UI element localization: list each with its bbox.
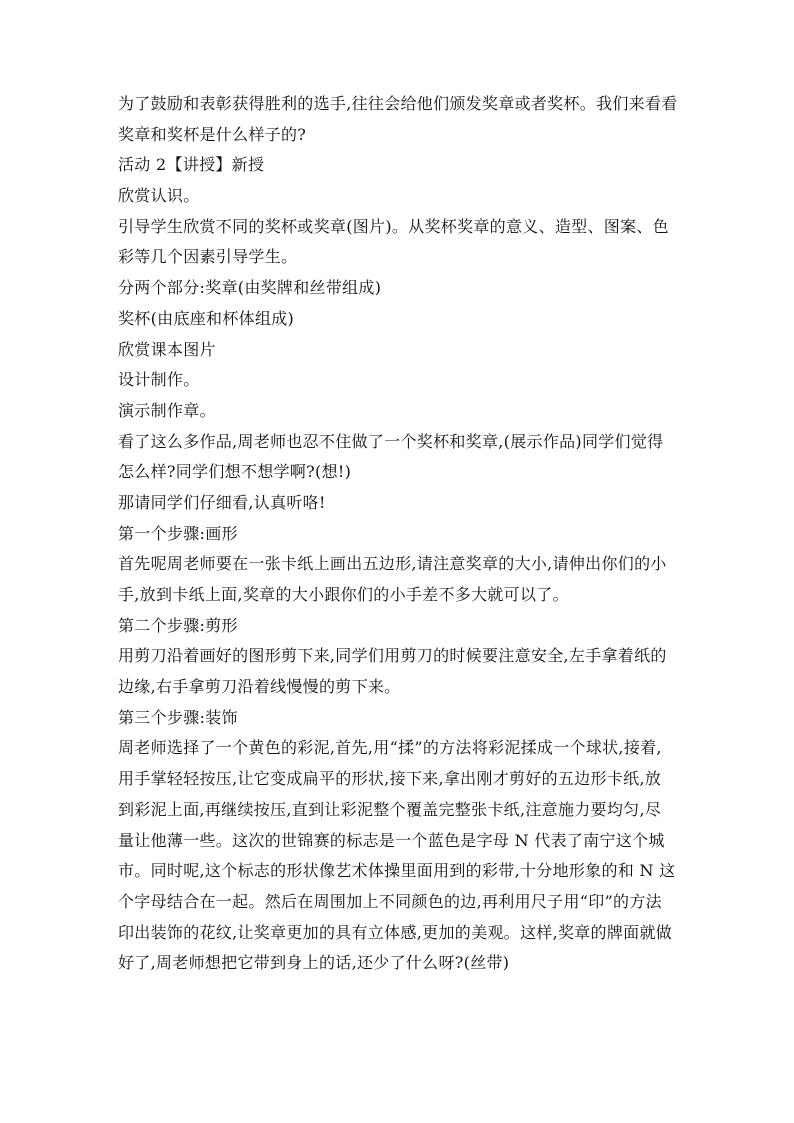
text-line: 彩等几个因素引导学生。 (118, 247, 298, 267)
step-heading: 第二个步骤:剪形 (118, 615, 238, 635)
text-line: 欣赏课本图片 (118, 339, 216, 359)
text-line: 边缘,右手拿剪刀沿着线慢慢的剪下来。 (118, 677, 401, 697)
text-line: 周老师选择了一个黄色的彩泥,首先,用“揉”的方法将彩泥揉成一个球状,接着, (118, 738, 662, 758)
text-line: 到彩泥上面,再继续按压,直到让彩泥整个覆盖完整张卡纸,注意施力要均匀,尽 (118, 799, 662, 819)
text-line: 用手掌轻轻按压,让它变成扁平的形状,接下来,拿出刚才剪好的五边形卡纸,放 (118, 769, 662, 789)
section-heading: 活动 2【讲授】新授 (118, 155, 265, 175)
text-line: 好了,周老师想把它带到身上的话,还少了什么呀?(丝带) (118, 953, 510, 973)
text-line: 引导学生欣赏不同的奖杯或奖章(图片)。从奖杯奖章的意义、造型、图案、色 (118, 216, 669, 236)
text-line: 那请同学们仔细看,认真听咯! (118, 492, 326, 512)
text-line: 量让他薄一些。这次的世锦赛的标志是一个蓝色是字母 N 代表了南宁这个城 (118, 830, 665, 850)
text-line: 奖章和奖杯是什么样子的? (118, 124, 307, 144)
text-line: 欣赏认识。 (118, 186, 200, 206)
text-line: 为了鼓励和表彰获得胜利的选手,往往会给他们颁发奖章或者奖杯。我们来看看 (118, 94, 678, 113)
text-line: 手,放到卡纸上面,奖章的大小跟你们的小手差不多大就可以了。 (118, 585, 569, 604)
document-body (118, 89, 678, 979)
text-line: 分两个部分:奖章(由奖牌和丝带组成) (118, 278, 382, 298)
text-line: 怎么样?同学们想不想学啊?(想!) (118, 462, 352, 482)
text-line: 市。同时呢,这个标志的形状像艺术体操里面用到的彩带,十分地形象的和 N 这 (118, 861, 676, 881)
text-line: 印出装饰的花纹,让奖章更加的具有立体感,更加的美观。这样,奖章的牌面就做 (118, 922, 673, 942)
step-heading: 第一个步骤:画形 (118, 523, 238, 543)
text-line: 奖杯(由底座和杯体组成) (118, 308, 295, 328)
text-line: 演示制作章。 (118, 400, 216, 420)
text-line: 个字母结合在一起。然后在周围加上不同颜色的边,再利用尺子用“印”的方法 (118, 891, 662, 911)
text-line: 看了这么多作品,周老师也忍不住做了一个奖杯和奖章,(展示作品)同学们觉得 (118, 431, 664, 451)
step-heading: 第三个步骤:装饰 (118, 707, 238, 727)
text-line: 首先呢周老师要在一张卡纸上画出五边形,请注意奖章的大小,请伸出你们的小 (118, 554, 667, 574)
text-line: 用剪刀沿着画好的图形剪下来,同学们用剪刀的时候要注意安全,左手拿着纸的 (118, 646, 667, 666)
text-line: 设计制作。 (118, 370, 200, 390)
